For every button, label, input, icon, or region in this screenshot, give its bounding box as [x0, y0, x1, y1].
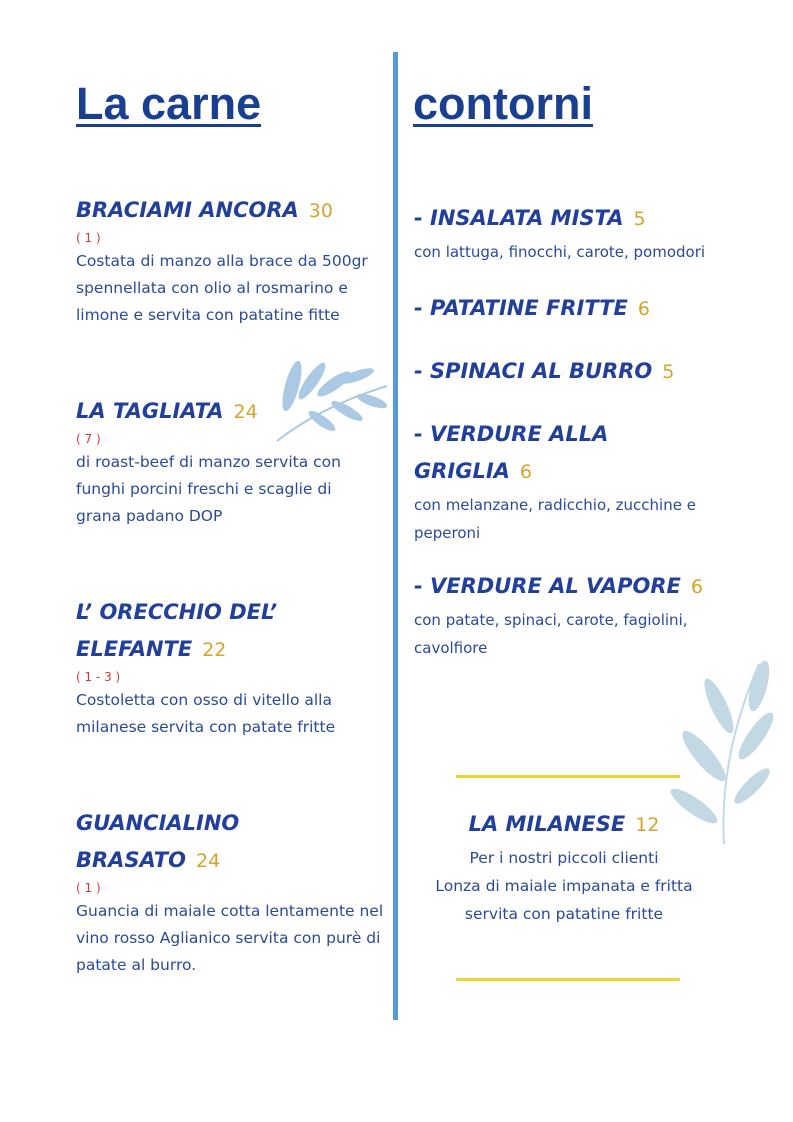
- dish-name: L’ ORECCHIO DEL’ ELEFANTE: [76, 600, 278, 661]
- side-price: 6: [519, 461, 532, 483]
- special-la-milanese: [414, 806, 714, 928]
- side-price: 6: [637, 298, 650, 320]
- side-price: 5: [662, 361, 675, 383]
- dish-description: di roast-beef di manzo servita con funghi porcini freschi e scaglie di grana padano DOP: [76, 453, 341, 525]
- dish-allergens: ( 1 ): [76, 881, 101, 895]
- side-verdure-alla-griglia: [414, 416, 724, 547]
- accent-divider-bottom: [456, 978, 680, 981]
- dish-orecchio-elefante: [76, 594, 336, 741]
- side-name: - VERDURE AL VAPORE: [414, 574, 681, 598]
- dish-allergens: ( 7 ): [76, 432, 101, 446]
- special-line-1: Per i nostri piccoli clienti: [469, 849, 659, 867]
- side-price: 6: [690, 576, 703, 598]
- dish-description: Costoletta con osso di vitello alla milanese servita con patate fritte: [76, 691, 336, 736]
- special-name: LA MILANESE: [468, 812, 626, 836]
- column-divider: [393, 52, 398, 1020]
- side-description: con patate, spinaci, carote, fagiolini, cavolfiore: [414, 611, 688, 657]
- side-price: 5: [633, 208, 646, 230]
- dish-description: Guancia di maiale cotta lentamente nel vino rosso Aglianico servita con purè di patate al burro.: [76, 902, 384, 974]
- carne-title: La carne: [76, 78, 262, 129]
- accent-divider-top: [456, 775, 680, 778]
- side-name: - SPINACI AL BURRO: [414, 359, 653, 383]
- side-spinaci-al-burro: [414, 353, 744, 391]
- dish-allergens: ( 1 - 3 ): [76, 670, 121, 684]
- special-line-2: Lonza di maiale impanata e fritta: [435, 877, 693, 895]
- side-verdure-al-vapore: [414, 568, 724, 662]
- dish-name: LA TAGLIATA: [76, 399, 224, 423]
- dish-description: Costata di manzo alla brace da 500gr spennellata con olio al rosmarino e limone e servita con patatine fitte: [76, 252, 368, 324]
- dish-braciami-ancora: [76, 192, 386, 329]
- side-name: - VERDURE ALLA GRIGLIA: [414, 422, 609, 483]
- dish-price: 24: [195, 850, 221, 872]
- dish-guancialino-brasato: [76, 805, 386, 979]
- side-name: - INSALATA MISTA: [414, 206, 624, 230]
- dish-name: GUANCIALINO BRASATO: [76, 811, 240, 872]
- side-description: con lattuga, finocchi, carote, pomodori: [414, 243, 706, 261]
- dish-price: 24: [233, 401, 258, 423]
- special-price: 12: [635, 814, 660, 836]
- dish-name: BRACIAMI ANCORA: [76, 198, 299, 222]
- dish-allergens: ( 1 ): [76, 231, 101, 245]
- dish-price: 22: [202, 639, 227, 661]
- dish-la-tagliata: [76, 393, 376, 530]
- side-insalata-mista: [414, 200, 744, 266]
- contorni-title: contorni: [413, 78, 593, 129]
- side-description: con melanzane, radicchio, zucchine e peperoni: [414, 496, 696, 542]
- side-patatine-fritte: [414, 290, 744, 328]
- side-name: - PATATINE FRITTE: [414, 296, 628, 320]
- dish-price: 30: [308, 200, 333, 222]
- special-line-3: servita con patatine fritte: [464, 905, 664, 923]
